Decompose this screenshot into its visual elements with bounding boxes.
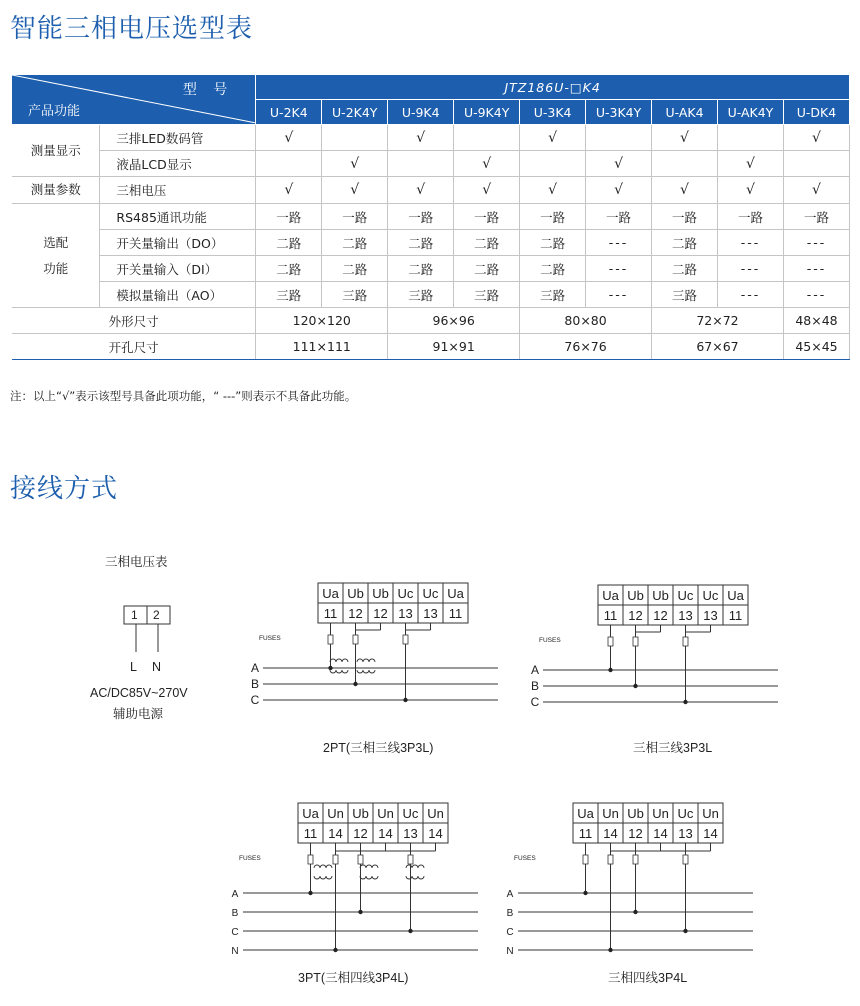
pt-coil (357, 659, 363, 662)
pt-coil (363, 670, 369, 673)
junction-dot (353, 682, 357, 686)
pt-coil (369, 659, 375, 662)
junction-dot (608, 948, 612, 952)
fuse (403, 635, 408, 644)
table-cell: 三路 (652, 282, 718, 308)
junction-dot (633, 684, 637, 688)
table-cell: √ (388, 177, 454, 204)
phase-label-A: A (231, 889, 239, 900)
phase-label-C: C (250, 693, 260, 707)
terminal-label: Uc (402, 806, 419, 821)
header-function-label: 产品功能 (28, 104, 81, 119)
fuse (608, 855, 613, 864)
fuse (633, 855, 638, 864)
table-cell: √ (783, 177, 849, 204)
fuse (333, 855, 338, 864)
table-cell: √ (322, 177, 388, 204)
junction-dot (328, 666, 332, 670)
fuse (408, 855, 413, 864)
terminal-label: Un (427, 806, 444, 821)
terminal-number: 11 (323, 606, 338, 621)
terminal-number: 14 (328, 826, 343, 841)
junction-dot (403, 698, 407, 702)
phase-label-N: N (506, 946, 514, 957)
row-label: RS485通讯功能 (100, 204, 256, 230)
size-row-value: 80×80 (520, 308, 652, 334)
fuses-label: FUSES (514, 855, 536, 862)
table-cell: 三路 (520, 282, 586, 308)
page-title: 智能三相电压选型表 (10, 14, 254, 44)
pt-coil (406, 876, 412, 879)
terminal-label: Ub (652, 588, 669, 603)
pt-coil (326, 876, 332, 879)
table-cell: 三路 (454, 282, 520, 308)
diagram-3p4l (506, 803, 753, 957)
model-header-8: U-DK4 (783, 100, 849, 125)
model-header-4: U-3K4 (520, 100, 586, 125)
table-cell: 二路 (652, 230, 718, 256)
caption-d4: 三相四线3P4L (608, 971, 688, 985)
group-label: 测量参数 (12, 177, 100, 204)
table-cell: 二路 (454, 230, 520, 256)
cutout-row-value: 76×76 (520, 334, 652, 360)
terminal-label: Un (652, 806, 669, 821)
table-cell: 一路 (322, 204, 388, 230)
phase-label-B: B (250, 677, 260, 691)
table-cell: 一路 (388, 204, 454, 230)
table-cell: 三路 (388, 282, 454, 308)
fuse (308, 855, 313, 864)
cutout-row-value: 67×67 (652, 334, 784, 360)
table-cell: --- (586, 282, 652, 308)
aux-label-n: N (152, 660, 162, 674)
fuse (583, 855, 588, 864)
table-cell: --- (717, 230, 783, 256)
terminal-number: 11 (578, 826, 593, 841)
table-cell: 三路 (322, 282, 388, 308)
junction-dot (333, 948, 337, 952)
pt-coil (326, 865, 332, 868)
table-cell: --- (717, 282, 783, 308)
table-cell: √ (454, 177, 520, 204)
terminal-number: 14 (703, 826, 718, 841)
series-header: JTZ186U-□K4 (256, 75, 850, 100)
pt-coil (336, 670, 342, 673)
terminal-number: 13 (398, 606, 413, 621)
terminal-number: 13 (403, 826, 418, 841)
table-cell: --- (783, 282, 849, 308)
junction-dot (683, 700, 687, 704)
table-cell: 二路 (256, 256, 322, 282)
table-cell: √ (256, 177, 322, 204)
terminal-number: 13 (678, 826, 693, 841)
terminal-label: Ua (727, 588, 744, 603)
pt-coil (366, 865, 372, 868)
aux-desc: 辅助电源 (113, 707, 164, 721)
terminal-number: 14 (603, 826, 618, 841)
model-header-2: U-9K4 (388, 100, 454, 125)
caption-d2: 三相三线3P3L (633, 741, 713, 755)
model-header-3: U-9K4Y (454, 100, 520, 125)
aux-spec: AC/DC85V~270V (90, 686, 188, 700)
aux-title: 三相电压表 (105, 555, 168, 569)
terminal-label: Uc (397, 586, 414, 601)
terminal-label: Ub (372, 586, 389, 601)
pt-coil (418, 865, 424, 868)
table-cell: √ (652, 125, 718, 151)
phase-label-A: A (530, 663, 540, 677)
terminal-number: 12 (348, 606, 363, 621)
table-cell: 一路 (586, 204, 652, 230)
row-label: 三排LED数码管 (100, 125, 256, 151)
table-cell: 二路 (520, 256, 586, 282)
junction-dot (608, 668, 612, 672)
model-header-6: U-AK4 (652, 100, 718, 125)
table-cell: 二路 (388, 230, 454, 256)
junction-dot (308, 891, 312, 895)
pt-coil (369, 670, 375, 673)
pt-coil (372, 876, 378, 879)
terminal-label: Ub (627, 806, 644, 821)
table-cell: √ (717, 177, 783, 204)
phase-label-B: B (506, 908, 514, 919)
fuses-label: FUSES (539, 637, 561, 644)
pt-coil (314, 876, 320, 879)
table-cell: √ (520, 177, 586, 204)
terminal-number: 11 (728, 608, 743, 623)
terminal-label: Ua (602, 588, 619, 603)
junction-dot (633, 910, 637, 914)
table-cell: --- (717, 256, 783, 282)
table-cell: 二路 (322, 230, 388, 256)
row-label: 三相电压 (100, 177, 256, 204)
model-header-1: U-2K4Y (322, 100, 388, 125)
fuse (358, 855, 363, 864)
terminal-number: 14 (378, 826, 393, 841)
phase-label-A: A (506, 889, 514, 900)
table-cell: √ (454, 151, 520, 177)
phase-label-C: C (506, 927, 514, 938)
table-cell: 二路 (520, 230, 586, 256)
footnote: 注：以上“√”表示该型号具备此项功能，“ ---”则表示不具备此功能。 (10, 389, 357, 403)
table-cell: √ (256, 125, 322, 151)
terminal-label: Uc (422, 586, 439, 601)
section-title-wiring: 接线方式 (10, 474, 119, 504)
terminal-label: Un (702, 806, 719, 821)
fuse (328, 635, 333, 644)
pt-coil (320, 865, 326, 868)
fuse (353, 635, 358, 644)
phase-label-N: N (231, 946, 239, 957)
pt-coil (336, 659, 342, 662)
fuse (608, 637, 613, 646)
terminal-number: 12 (653, 608, 668, 623)
pt-coil (330, 670, 336, 673)
table-cell: √ (520, 125, 586, 151)
fuse (683, 855, 688, 864)
fuse (633, 637, 638, 646)
pt-coil (363, 659, 369, 662)
pt-coil (412, 865, 418, 868)
terminal-number: 11 (303, 826, 318, 841)
diagram-3p3l (531, 585, 778, 709)
table-cell: √ (717, 151, 783, 177)
terminal-number: 14 (653, 826, 668, 841)
junction-dot (408, 929, 412, 933)
table-cell: √ (652, 177, 718, 204)
table-cell: 一路 (256, 204, 322, 230)
terminal-number: 12 (628, 826, 643, 841)
row-label: 液晶LCD显示 (100, 151, 256, 177)
terminal-label: Ub (627, 588, 644, 603)
table-cell: 二路 (454, 256, 520, 282)
fuse (683, 637, 688, 646)
pt-coil (342, 670, 348, 673)
fuses-label: FUSES (259, 635, 281, 642)
junction-dot (583, 891, 587, 895)
row-label: 模拟量输出（AO） (100, 282, 256, 308)
table-cell: --- (586, 230, 652, 256)
size-row-value: 72×72 (652, 308, 784, 334)
terminal-number: 12 (373, 606, 388, 621)
junction-dot (683, 929, 687, 933)
terminal-number: 13 (423, 606, 438, 621)
terminal-label: Un (327, 806, 344, 821)
pt-coil (406, 865, 412, 868)
pt-coil (342, 659, 348, 662)
junction-dot (358, 910, 362, 914)
row-label: 开关量输入（DI） (100, 256, 256, 282)
terminal-label: Un (602, 806, 619, 821)
terminal-label: Uc (677, 806, 694, 821)
model-header-0: U-2K4 (256, 100, 322, 125)
size-row-value: 120×120 (256, 308, 388, 334)
caption-d1: 2PT(三相三线3P3L) (323, 741, 434, 755)
terminal-label: Ub (347, 586, 364, 601)
terminal-number: 11 (448, 606, 463, 621)
table-cell: 一路 (717, 204, 783, 230)
pt-coil (418, 876, 424, 879)
diagram-2pt-3p3l (251, 583, 498, 707)
table-cell: √ (783, 125, 849, 151)
caption-d3: 3PT(三相四线3P4L) (298, 971, 409, 985)
table-cell: √ (322, 151, 388, 177)
phase-label-B: B (530, 679, 540, 693)
terminal-label: Un (377, 806, 394, 821)
aux-terminal-1: 1 (131, 608, 138, 622)
phase-label-C: C (530, 695, 540, 709)
table-cell: --- (783, 230, 849, 256)
phase-label-A: A (250, 661, 260, 675)
table-cell: --- (586, 256, 652, 282)
table-cell: 三路 (256, 282, 322, 308)
diagram-3pt-3p4l (231, 803, 478, 957)
pt-coil (372, 865, 378, 868)
table-cell: 一路 (652, 204, 718, 230)
terminal-number: 11 (603, 608, 618, 623)
table-cell: 一路 (454, 204, 520, 230)
terminal-number: 12 (353, 826, 368, 841)
group-label: 选配 功能 (12, 204, 100, 308)
header-model-label: 型 号 (182, 82, 234, 98)
terminal-label: Uc (677, 588, 694, 603)
terminal-label: Ua (447, 586, 464, 601)
terminal-label: Ub (352, 806, 369, 821)
pt-coil (366, 876, 372, 879)
cutout-row-value: 91×91 (388, 334, 520, 360)
table-cell: 二路 (256, 230, 322, 256)
cutout-row-value: 111×111 (256, 334, 388, 360)
terminal-number: 13 (678, 608, 693, 623)
model-header-7: U-AK4Y (717, 100, 783, 125)
terminal-label: Ua (322, 586, 339, 601)
table-cell: √ (586, 177, 652, 204)
group-label: 测量显示 (12, 125, 100, 177)
terminal-number: 13 (703, 608, 718, 623)
table-cell: 二路 (322, 256, 388, 282)
aux-label-l: L (130, 660, 137, 674)
table-cell: √ (586, 151, 652, 177)
row-label: 开关量输出（DO） (100, 230, 256, 256)
fuses-label: FUSES (239, 855, 261, 862)
table-cell: 一路 (783, 204, 849, 230)
pt-coil (314, 865, 320, 868)
model-header-5: U-3K4Y (586, 100, 652, 125)
terminal-label: Uc (702, 588, 719, 603)
terminal-number: 14 (428, 826, 443, 841)
table-cell: 二路 (388, 256, 454, 282)
pt-coil (357, 670, 363, 673)
size-row-value: 48×48 (783, 308, 849, 334)
phase-label-C: C (231, 927, 239, 938)
pt-coil (412, 876, 418, 879)
terminal-label: Ua (577, 806, 594, 821)
table-cell: --- (783, 256, 849, 282)
phase-label-B: B (231, 908, 239, 919)
terminal-number: 12 (628, 608, 643, 623)
cutout-row-label: 开孔尺寸 (12, 334, 256, 360)
aux-terminal-2: 2 (153, 608, 160, 622)
table-cell: √ (388, 125, 454, 151)
size-row-label: 外形尺寸 (12, 308, 256, 334)
cutout-row-value: 45×45 (783, 334, 849, 360)
table-cell: 一路 (520, 204, 586, 230)
table-cell: 二路 (652, 256, 718, 282)
pt-coil (320, 876, 326, 879)
terminal-label: Ua (302, 806, 319, 821)
size-row-value: 96×96 (388, 308, 520, 334)
